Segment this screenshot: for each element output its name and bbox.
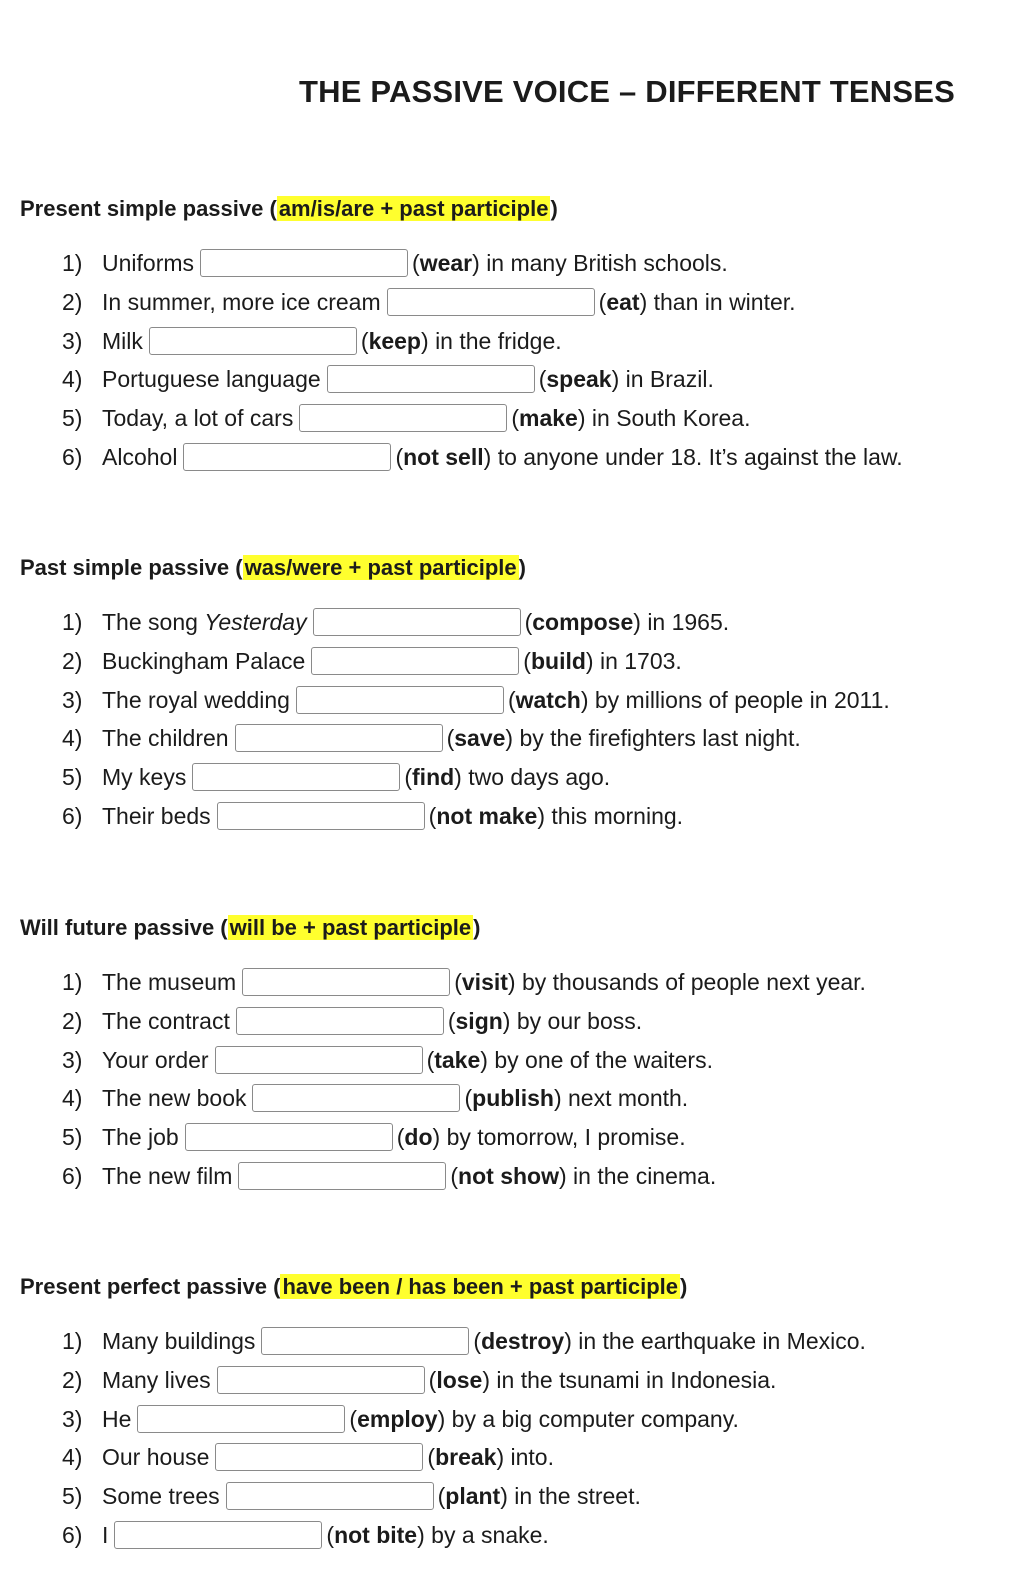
item-verb: visit bbox=[461, 969, 508, 995]
answer-box[interactable] bbox=[235, 724, 443, 752]
section-formula: will be + past participle bbox=[229, 915, 472, 940]
answer-box[interactable] bbox=[215, 1046, 423, 1074]
item-subject: The contract bbox=[102, 1007, 230, 1034]
item-subject: Our house bbox=[102, 1444, 210, 1471]
answer-box[interactable] bbox=[236, 1007, 444, 1035]
item-number: 4) bbox=[62, 1444, 83, 1471]
item-verb: break bbox=[435, 1444, 497, 1471]
answer-box[interactable] bbox=[261, 1327, 469, 1355]
item-number: 5) bbox=[62, 764, 83, 791]
answer-box[interactable] bbox=[387, 288, 595, 316]
item-rest: than in winter. bbox=[653, 288, 796, 315]
answer-box[interactable] bbox=[226, 1482, 434, 1510]
item-verb: destroy bbox=[481, 1328, 565, 1354]
item-subject: Today, a lot of cars bbox=[102, 405, 294, 432]
page-title: THE PASSIVE VOICE – DIFFERENT TENSES bbox=[298, 74, 956, 109]
item-subject: Many buildings bbox=[102, 1328, 256, 1354]
exercise-item: 1) The museum (visit) by thousands of people next year. bbox=[20, 963, 1010, 1002]
item-subject: Milk bbox=[102, 327, 143, 354]
item-rest: in many British schools. bbox=[486, 250, 728, 276]
item-verb: publish bbox=[472, 1085, 554, 1112]
item-number: 1) bbox=[62, 969, 83, 995]
item-number: 2) bbox=[62, 647, 83, 674]
section-will-future bbox=[20, 911, 1010, 1196]
item-number: 1) bbox=[62, 609, 83, 635]
item-number: 1) bbox=[62, 250, 83, 276]
item-subject: Their beds bbox=[102, 802, 211, 829]
item-verb: lose bbox=[436, 1366, 483, 1393]
item-verb: eat bbox=[606, 288, 640, 315]
exercise-item: 6) The new film (not show) in the cinema. bbox=[20, 1157, 1010, 1196]
section-heading: Past simple passive (was/were + past participle) bbox=[20, 555, 526, 580]
answer-box[interactable] bbox=[299, 404, 507, 432]
section-label: Present simple passive bbox=[20, 196, 264, 221]
item-rest: by our boss. bbox=[516, 1007, 643, 1034]
exercise-item: 4) Our house (break) into. bbox=[20, 1438, 1010, 1477]
item-number: 3) bbox=[62, 327, 83, 354]
answer-box[interactable] bbox=[238, 1162, 446, 1190]
answer-box[interactable] bbox=[313, 608, 521, 636]
exercise-item: 6) Their beds (not make) this morning. bbox=[20, 797, 1010, 836]
exercise-item: 5) Today, a lot of cars (make) in South Korea. bbox=[20, 399, 1010, 438]
item-subject-title: Yesterday bbox=[204, 609, 307, 635]
item-number: 6) bbox=[62, 443, 83, 470]
item-number: 3) bbox=[62, 686, 83, 713]
item-rest: in the earthquake in Mexico. bbox=[578, 1328, 866, 1354]
section-label: Past simple passive bbox=[20, 555, 230, 580]
exercise-item: 2) Buckingham Palace (build) in 1703. bbox=[20, 642, 1010, 681]
item-number: 6) bbox=[62, 802, 83, 829]
item-rest: by a big computer company. bbox=[451, 1405, 739, 1432]
exercise-item: 1) The song Yesterday (compose) in 1965. bbox=[20, 603, 1010, 642]
exercise-item: 2) The contract (sign) by our boss. bbox=[20, 1002, 1010, 1041]
item-number: 5) bbox=[62, 1483, 83, 1510]
item-rest: in the street. bbox=[514, 1483, 641, 1510]
section-label: Present perfect passive bbox=[20, 1274, 268, 1299]
item-verb: keep bbox=[368, 327, 421, 354]
item-verb: compose bbox=[532, 609, 634, 635]
item-subject: Alcohol bbox=[102, 443, 178, 470]
item-rest: next month. bbox=[568, 1085, 689, 1112]
answer-box[interactable] bbox=[185, 1123, 393, 1151]
item-rest: in Brazil. bbox=[625, 366, 714, 393]
item-subject-prefix: The song bbox=[102, 609, 198, 635]
item-rest: two days ago. bbox=[468, 764, 611, 791]
exercise-item: 5) My keys (find) two days ago. bbox=[20, 758, 1010, 797]
answer-box[interactable] bbox=[252, 1084, 460, 1112]
answer-box[interactable] bbox=[311, 647, 519, 675]
section-past-simple bbox=[20, 551, 1010, 836]
item-subject: Some trees bbox=[102, 1483, 220, 1510]
item-rest: into. bbox=[510, 1444, 554, 1471]
item-number: 2) bbox=[62, 1007, 83, 1034]
item-subject: The children bbox=[102, 725, 229, 752]
item-subject: Many lives bbox=[102, 1366, 211, 1393]
section-formula: am/is/are + past participle bbox=[278, 196, 549, 221]
item-number: 5) bbox=[62, 405, 83, 432]
section-heading: Will future passive (will be + past participle) bbox=[20, 915, 481, 940]
exercise-item: 6) Alcohol (not sell) to anyone under 18. It’s against the law. bbox=[20, 438, 1010, 477]
exercise-item: 3) Your order (take) by one of the waiters. bbox=[20, 1041, 1010, 1080]
answer-box[interactable] bbox=[149, 327, 357, 355]
item-verb: not show bbox=[458, 1162, 559, 1189]
section-heading: Present simple passive (am/is/are + past participle) bbox=[20, 196, 558, 221]
section-present-simple bbox=[20, 192, 1010, 477]
item-rest: by thousands of people next year. bbox=[521, 969, 866, 995]
item-rest: by tomorrow, I promise. bbox=[446, 1124, 686, 1151]
answer-box[interactable] bbox=[242, 968, 450, 996]
item-verb: wear bbox=[419, 250, 473, 276]
item-number: 3) bbox=[62, 1046, 83, 1073]
exercise-item: 5) Some trees (plant) in the street. bbox=[20, 1477, 1010, 1516]
item-rest: in 1703. bbox=[599, 647, 682, 674]
item-number: 5) bbox=[62, 1124, 83, 1151]
exercise-item: 4) The children (save) by the firefighters last night. bbox=[20, 719, 1010, 758]
answer-box[interactable] bbox=[137, 1405, 345, 1433]
item-rest: to anyone under 18. It’s against the law. bbox=[497, 443, 903, 470]
answer-box[interactable] bbox=[183, 443, 391, 471]
item-number: 6) bbox=[62, 1162, 83, 1189]
section-heading: Present perfect passive (have been / has been + past participle) bbox=[20, 1274, 688, 1299]
item-subject: Your order bbox=[102, 1046, 209, 1073]
item-verb: save bbox=[454, 725, 506, 752]
item-number: 4) bbox=[62, 366, 83, 393]
item-rest: by one of the waiters. bbox=[494, 1046, 713, 1073]
exercise-item: 6) I (not bite) by a snake. bbox=[20, 1516, 1010, 1555]
item-subject: My keys bbox=[102, 764, 187, 791]
item-verb: not sell bbox=[403, 443, 484, 470]
answer-box[interactable] bbox=[114, 1521, 322, 1549]
exercise-item: 4) Portuguese language (speak) in Brazil. bbox=[20, 360, 1010, 399]
item-verb: not bite bbox=[334, 1521, 418, 1548]
item-number: 1) bbox=[62, 1328, 83, 1354]
item-verb: sign bbox=[455, 1007, 503, 1034]
section-present-perfect bbox=[20, 1270, 1010, 1555]
exercise-item: 1) Many buildings (destroy) in the earthquake in Mexico. bbox=[20, 1322, 1010, 1361]
item-verb: not make bbox=[436, 802, 538, 829]
answer-box[interactable] bbox=[296, 686, 504, 714]
exercise-item: 3) Milk (keep) in the fridge. bbox=[20, 322, 1010, 361]
item-number: 2) bbox=[62, 1366, 83, 1393]
item-rest: in the cinema. bbox=[573, 1162, 717, 1189]
item-verb: do bbox=[404, 1124, 433, 1151]
item-rest: by a snake. bbox=[431, 1521, 549, 1548]
section-formula: have been / has been + past participle bbox=[282, 1274, 679, 1299]
item-verb: watch bbox=[515, 686, 581, 713]
exercise-item: 2) Many lives (lose) in the tsunami in Indonesia. bbox=[20, 1361, 1010, 1400]
item-rest: in the tsunami in Indonesia. bbox=[496, 1366, 777, 1393]
item-number: 3) bbox=[62, 1405, 83, 1432]
exercise-item: 4) The new book (publish) next month. bbox=[20, 1079, 1010, 1118]
item-rest: in the fridge. bbox=[435, 327, 562, 354]
item-verb: speak bbox=[546, 366, 612, 393]
item-rest: by the firefighters last night. bbox=[519, 725, 801, 752]
item-subject: Portuguese language bbox=[102, 366, 321, 393]
answer-box[interactable] bbox=[217, 802, 425, 830]
item-rest: in 1965. bbox=[647, 609, 730, 635]
exercise-item: 3) The royal wedding (watch) by millions of people in 2011. bbox=[20, 681, 1010, 720]
item-subject: The royal wedding bbox=[102, 686, 290, 713]
exercise-item: 3) He (employ) by a big computer company. bbox=[20, 1400, 1010, 1439]
item-number: 6) bbox=[62, 1521, 83, 1548]
item-number: 4) bbox=[62, 1085, 83, 1112]
item-subject: The museum bbox=[102, 969, 237, 995]
item-verb: find bbox=[412, 764, 455, 791]
item-verb: build bbox=[530, 647, 586, 674]
item-subject: Buckingham Palace bbox=[102, 647, 306, 674]
item-verb: employ bbox=[357, 1405, 438, 1432]
item-verb: take bbox=[434, 1046, 481, 1073]
exercise-item: 5) The job (do) by tomorrow, I promise. bbox=[20, 1118, 1010, 1157]
item-verb: make bbox=[519, 405, 578, 432]
item-rest: in South Korea. bbox=[591, 405, 751, 432]
item-subject: He bbox=[102, 1405, 132, 1432]
item-number: 2) bbox=[62, 288, 83, 315]
item-subject: I bbox=[102, 1521, 109, 1548]
item-verb: plant bbox=[445, 1483, 501, 1510]
exercise-item: 2) In summer, more ice cream (eat) than in winter. bbox=[20, 283, 1010, 322]
item-subject: The new book bbox=[102, 1085, 247, 1112]
answer-box[interactable] bbox=[200, 249, 408, 277]
item-number: 4) bbox=[62, 725, 83, 752]
answer-box[interactable] bbox=[217, 1366, 425, 1394]
answer-box[interactable] bbox=[192, 763, 400, 791]
item-subject: The job bbox=[102, 1124, 179, 1151]
section-formula: was/were + past participle bbox=[244, 555, 517, 580]
item-subject: Uniforms bbox=[102, 250, 195, 276]
item-rest: by millions of people in 2011. bbox=[594, 686, 890, 713]
answer-box[interactable] bbox=[327, 365, 535, 393]
item-rest: this morning. bbox=[551, 802, 684, 829]
section-label: Will future passive bbox=[20, 915, 215, 940]
item-subject: The new film bbox=[102, 1162, 233, 1189]
exercise-item: 1) Uniforms (wear) in many British schools. bbox=[20, 244, 1010, 283]
item-subject: In summer, more ice cream bbox=[102, 288, 381, 315]
answer-box[interactable] bbox=[215, 1443, 423, 1471]
